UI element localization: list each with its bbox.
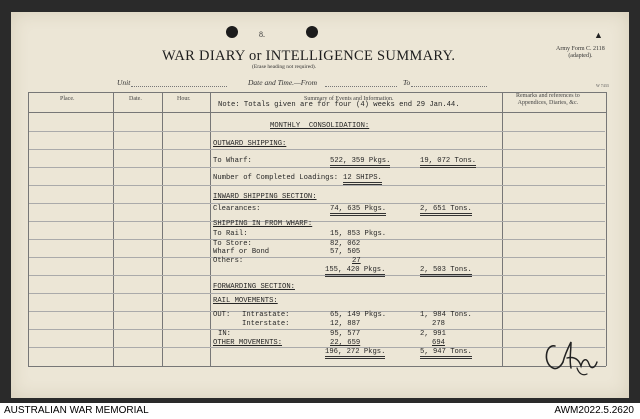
from-dotted-line xyxy=(325,86,397,87)
column-header-summary: Summary of Events and Information. xyxy=(304,96,394,102)
in-label: IN: xyxy=(218,330,231,338)
column-header-date: Date. xyxy=(129,96,142,102)
forwarding-total-tons: 5, 947 Tons. xyxy=(420,348,472,359)
form-print-number: W 7433 xyxy=(596,83,609,88)
row-rule xyxy=(29,167,605,168)
header-bottom-rule xyxy=(28,112,606,113)
remarks-header-line2: Appendices, Diaries, &c. xyxy=(517,99,579,106)
others-value: 27 xyxy=(352,257,361,265)
wharf-or-bond-label: Wharf or Bond xyxy=(213,248,270,256)
date-time-label: Date and Time.—From xyxy=(248,78,318,87)
to-wharf-packages: 522, 359 Pkgs. xyxy=(330,157,390,168)
other-movements-tons: 694 xyxy=(432,339,445,347)
column-divider xyxy=(502,92,503,366)
out-label: OUT: xyxy=(213,311,231,319)
other-movements-label: OTHER MOVEMENTS: xyxy=(213,339,283,347)
to-store-value: 82, 062 xyxy=(330,240,361,248)
out-intrastate-tons: 1, 984 Tons. xyxy=(420,311,472,319)
archive-credit: AUSTRALIAN WAR MEMORIAL xyxy=(4,405,149,416)
row-rule xyxy=(29,203,605,204)
table-left-rule xyxy=(28,92,29,366)
army-form-adapted: (adapted). xyxy=(568,53,593,59)
page-number: 8. xyxy=(259,30,265,39)
shipping-in-total-packages: 155, 420 Pkgs. xyxy=(325,266,385,277)
corner-mark: ▲ xyxy=(594,30,603,40)
document-sheet xyxy=(11,12,629,398)
row-rule xyxy=(29,311,605,312)
row-rule xyxy=(29,257,605,258)
clearances-label: Clearances: xyxy=(213,205,261,213)
outward-shipping-heading: OUTWARD SHIPPING: xyxy=(213,140,287,148)
punch-hole xyxy=(226,26,238,38)
handwritten-signature xyxy=(541,338,603,378)
column-header-remarks xyxy=(516,93,580,106)
row-rule xyxy=(29,329,605,330)
form-subtitle: (Erase heading not required). xyxy=(252,64,317,70)
completed-loadings-value: 12 SHIPS. xyxy=(343,174,382,185)
column-divider xyxy=(162,92,163,366)
in-tons: 2, 991 xyxy=(420,330,446,338)
in-packages: 95, 577 xyxy=(330,330,361,338)
army-form-reference xyxy=(556,46,605,60)
clearances-tons: 2, 651 Tons. xyxy=(420,205,472,216)
army-form-number: Army Form C. 2118 xyxy=(556,46,605,52)
column-divider xyxy=(113,92,114,366)
to-wharf-tons: 19, 072 Tons. xyxy=(420,157,476,168)
out-interstate-tons: 278 xyxy=(432,320,445,328)
column-header-hour: Hour. xyxy=(177,96,191,102)
punch-hole xyxy=(306,26,318,38)
table-bottom-rule xyxy=(28,366,606,367)
monthly-consolidation-heading: MONTHLY CONSOLIDATION: xyxy=(270,122,370,130)
shipping-in-total-tons: 2, 503 Tons. xyxy=(420,266,472,277)
column-divider xyxy=(210,92,211,366)
rail-movements-heading: RAIL MOVEMENTS: xyxy=(213,297,278,305)
to-rail-label: To Rail: xyxy=(213,230,248,238)
archive-reference: AWM2022.5.2620 xyxy=(554,405,634,416)
column-header-place: Place. xyxy=(60,96,75,102)
others-label: Others: xyxy=(213,257,244,265)
form-title: WAR DIARY or INTELLIGENCE SUMMARY. xyxy=(162,48,456,64)
row-rule xyxy=(29,275,605,276)
shipping-in-from-wharf-heading: SHIPPING IN FROM WHARF: xyxy=(213,220,313,228)
wharf-or-bond-value: 57, 505 xyxy=(330,248,361,256)
intrastate-label: Intrastate: xyxy=(242,311,290,319)
row-rule xyxy=(29,131,605,132)
row-rule xyxy=(29,347,605,348)
interstate-label: Interstate: xyxy=(242,320,290,328)
row-rule xyxy=(29,293,605,294)
row-rule xyxy=(29,185,605,186)
note-line: Note: Totals given are for four (4) weeks end 29 Jan.44. xyxy=(218,101,460,109)
out-intrastate-packages: 65, 149 Pkgs. xyxy=(330,311,387,319)
unit-dotted-line xyxy=(131,86,227,87)
inward-shipping-heading: INWARD SHIPPING SECTION: xyxy=(213,193,317,201)
completed-loadings-label: Number of Completed Loadings: xyxy=(213,174,339,182)
to-store-label: To Store: xyxy=(213,240,252,248)
other-movements-packages: 22, 659 xyxy=(330,339,361,347)
out-interstate-packages: 12, 887 xyxy=(330,320,361,328)
unit-label: Unit xyxy=(117,78,131,87)
row-rule xyxy=(29,149,605,150)
to-rail-packages: 15, 853 Pkgs. xyxy=(330,230,387,238)
to-wharf-label: To Wharf: xyxy=(213,157,252,165)
clearances-packages: 74, 635 Pkgs. xyxy=(330,205,386,216)
forwarding-section-heading: FORWARDING SECTION: xyxy=(213,283,295,291)
remarks-header-line1: Remarks and references to xyxy=(516,93,580,99)
row-rule xyxy=(29,221,605,222)
to-dotted-line xyxy=(411,86,487,87)
to-label: To xyxy=(403,78,411,87)
row-rule xyxy=(29,239,605,240)
forwarding-total-packages: 196, 272 Pkgs. xyxy=(325,348,385,359)
table-right-rule xyxy=(606,92,607,366)
